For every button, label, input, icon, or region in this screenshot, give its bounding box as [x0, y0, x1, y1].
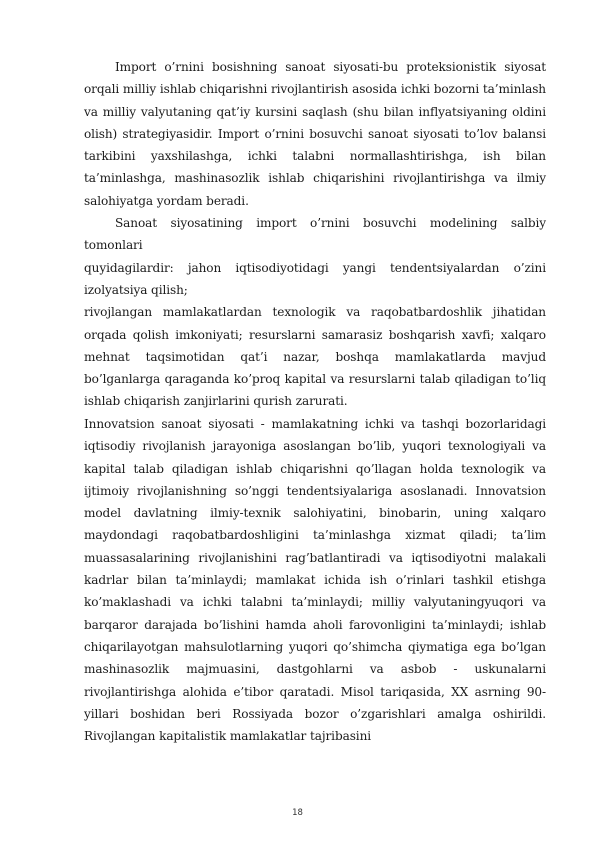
paragraph-negative-aspects-continuation: quyidagilardir: jahon iqtisodiyotidagi yangi tendentsiyalardan o’zini izolyatsiya qilish;: [84, 260, 546, 297]
paragraph-negative-aspects-heading-line: Sanoat siyosatining import o’rnini bosuvchi modelining salbiy tomonlari: [84, 216, 546, 253]
body-text-lower: [84, 413, 546, 747]
paragraph-import-substitution-definition: Import o’rnini bosishning sanoat siyosati-bu proteksionistik siyosat orqali milliy ishlab chiqarishni rivojlantirish asosida ichki bozorni ta’minlash va milliy valyutaning qat’iy kursini saqlash (shu bilan inflyatsiyaning oldini olish) strategiyasidir. Import o’rnini bosuvchi sanoat siyosati to’lov balansi tarkibini yaxshilashga, ichki talabni normallashtirishga, ish bilan ta’minlashga, mashinasozlik ishlab chiqarishini rivojlantirishga va ilmiy salohiyatga yordam beradi.: [84, 60, 546, 208]
paragraph-negative-aspects-list: rivojlangan mamlakatlardan texnologik va raqobatbardoshlik jihatidan orqada qolish imkoniyati; resurslarni samarasiz boshqarish xavfi; xalqaro mehnat taqsimotidan qat’i nazar, boshqa mamlakatlarda mavjud bo’lganlarga qaraganda ko’proq kapital va resurslarni talab qiladigan to’liq ishlab chiqarish zanjirlarini qurish zarurati.: [84, 305, 546, 409]
body-text-upper: [84, 56, 546, 413]
paragraph-innovative-industrial-policy: Innovatsion sanoat siyosati - mamlakatning ichki va tashqi bozorlaridagi iqtisodiy rivojlanish jarayoniga asoslangan bo’lib, yuqori texnologiyali va kapital talab qiladigan ishlab chiqarishni qo’llagan holda texnologik va ijtimoiy rivojlanishning so’nggi tendentsiyalariga asoslanadi. Innovatsion model davlatning ilmiy-texnik salohiyatini, binobarin, uning xalqaro maydondagi raqobatbardoshligini ta’minlashga xizmat qiladi; ta’lim muassasalarining rivojlanishini rag’batlantiradi va iqtisodiyotni malakali kadrlar bilan ta’minlaydi; mamlakat ichida ish o’rinlari tashkil etishga ko’maklashadi va ichki talabni ta’minlaydi; milliy valyutaningyuqori va barqaror darajada bo’lishini hamda aholi farovonligini ta’minlaydi; ishlab chiqarilayotgan mahsulotlarning yuqori qo’shimcha qiymatiga ega bo’lgan mashinasozlik majmuasini, dastgohlarni va asbob - uskunalarni rivojlantirishga alohida e’tibor qaratadi. Misol tariqasida, XX asrning 90-yillari boshidan beri Rossiyada bozor o’zgarishlari amalga oshirildi. Rivojlangan kapitalistik mamlakatlar tajribasini: [84, 417, 546, 744]
page-number: 18: [292, 808, 303, 818]
